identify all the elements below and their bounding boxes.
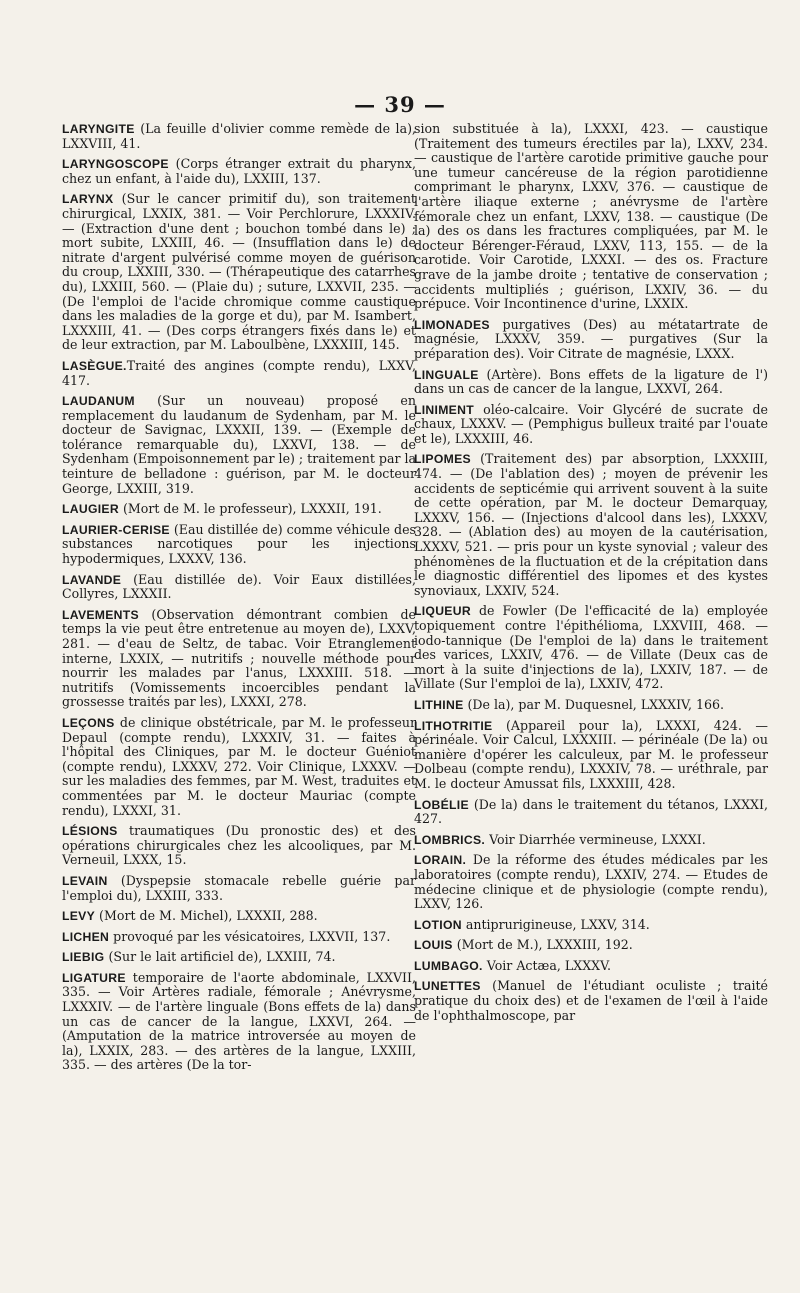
left-column (62, 122, 416, 1079)
index-entry (62, 950, 416, 965)
entry-text: De la réforme des études médicales par les laboratoires (compte rendu), LXXIV, 274. — Etudes de médecine clinique et de physiologie (compte rendu), LXXV, 126. (414, 852, 768, 912)
index-entry (414, 318, 768, 362)
entry-headword: LIEBIG (62, 950, 105, 965)
entry-headword: LIGATURE (62, 970, 126, 985)
entry-headword: LAVEMENTS (62, 607, 139, 622)
index-entry (414, 853, 768, 911)
entry-text: Voir Actæa, LXXXV. (482, 957, 612, 973)
index-entry (62, 874, 416, 903)
entry-text: (Observation démontrant combien de temps la vie peut être entretenue au moyen de), LXXV, 281. — d'eau de Seltz, de tabac. Voir Etranglement interne, LXXIX, — nutritifs ; nouvelle méthode pour nourrir les malades par l'anus, LXXXIII. 518. — nutritifs (Vomissements incoercibles pendant la grossesse traités par les), LXXXI, 278. (62, 606, 416, 710)
entry-headword: LAUGIER (62, 502, 119, 517)
entry-text: antiprurigineuse, LXXV, 314. (461, 916, 650, 932)
index-entry (62, 971, 416, 1073)
entry-headword: LEVY (62, 909, 96, 924)
entry-text: (Corps étranger extrait du pharynx, chez un enfant, à l'aide du), LXXIII, 137. (62, 156, 416, 186)
index-entry (414, 833, 768, 848)
entry-text: (De la) dans le traitement du tétanos, LXXXI, 427. (414, 796, 768, 827)
entry-headword: LICHEN (62, 929, 110, 944)
entry-text: (Mort de M. Michel), LXXXII, 288. (95, 908, 318, 924)
entry-text: (Sur un nouveau) proposé en remplacement du laudanum de Sydenham, par M. le docteur de Savignac, LXXXII, 139. — (Exemple de tolérance remarquable du), LXXVI, 138. — de Sydenham (Empoisonnement par le) ; traitement par la teinture de belladone : guérison, par M. le docteur George, LXXIII, 319. (62, 393, 417, 496)
index-entry (414, 918, 768, 933)
entry-headword: LEVAIN (62, 873, 108, 888)
index-entry (414, 959, 768, 974)
entry-text: purgatives (Des) au métatartrate de magnésie, LXXXV, 359. — purgatives (Sur la préparation des). Voir Citrate de magnésie, LXXX. (414, 316, 768, 361)
entry-text: (Eau distillée de). Voir Eaux distillées, Collyres, LXXXII. (62, 571, 416, 602)
index-entry (414, 798, 768, 827)
page-number: — 39 — (354, 92, 446, 117)
entry-text: (De la), par M. Duquesnel, LXXXIV, 166. (463, 696, 724, 712)
entry-text: de Fowler (De l'efficacité de la) employée topiquement contre l'épithélioma, LXXVIII, 468. — iodo-tannique (De l'emploi de la) dans le traitement des varices, LXXIV, 476. — de Villate (Deux cas de mort à la suite d'injections de la), LXXIV, 187. — de Villate (Sur l'emploi de la), LXXIV, 472. (414, 603, 768, 692)
index-entry (62, 716, 416, 818)
entry-text: (Appareil pour la), LXXXI, 424. — périnéale. Voir Calcul, LXXXIII. — périnéale (De la) ou manière d'opérer les calculeux, par M. le professeur Dolbeau (compte rendu), LXXXIV, 78. — uréthrale, par M. le docteur Amussat fils, LXXXIII, 428. (414, 717, 768, 791)
entry-text: (Traitement des) par absorption, LXXXIII, 474. — (De l'ablation des) ; moyen de prévenir les accidents de septicémie qui arrivent souvent à la suite de cette opération, par M. le docteur Demarquay, LXXXV, 156. — (Injections d'alcool dans les), LXXXV, 328. — (Ablation des) au moyen de la cautérisation, LXXXV, 521. — pris pour un kyste synovial ; valeur des phénomènes de la fluctuation et de la crépitation dans le diagnostic différentiel des lipomes et des kystes synoviaux, LXXIV, 524. (414, 451, 768, 598)
index-entry (414, 979, 768, 1023)
entry-headword: LAUDANUM (62, 394, 135, 409)
index-entry (62, 157, 416, 186)
entry-text: (Mort de M.), LXXXIII, 192. (452, 937, 633, 953)
entry-headword: LARYNGITE (62, 122, 135, 136)
index-entry (62, 359, 416, 388)
entry-text: (Eau distillée de) comme véhicule des substances narcotiques pour les injections hypodermiques, LXXXV, 136. (62, 521, 416, 567)
index-entry (62, 192, 416, 353)
entry-headword: LIPOMES (414, 452, 471, 467)
entry-text: (Sur le lait artificiel de), LXXIII, 74. (104, 949, 336, 965)
entry-headword: LEÇONS (62, 715, 115, 730)
entry-text: Voir Diarrhée vermineuse, LXXXI. (485, 831, 706, 847)
entry-headword: LINGUALE (414, 367, 479, 382)
entry-headword: LAVANDE (62, 572, 122, 587)
entry-text: (Manuel de l'étudiant oculiste ; traité pratique du choix des) et de l'examen de l'œil à l'aide de l'ophthalmoscope, par (414, 978, 768, 1023)
entry-headword: LITHOTRITIE (414, 718, 493, 733)
entry-headword: LORAIN. (414, 853, 467, 868)
index-entry (62, 122, 416, 151)
entry-text: (Dyspepsie stomacale rebelle guérie par l'emploi du), LXXIII, 333. (62, 872, 416, 903)
index-entry (414, 604, 768, 692)
index-entry (62, 930, 416, 945)
entry-headword: LOMBRICS. (414, 832, 486, 847)
entry-headword: LINIMENT (414, 402, 474, 417)
index-entry (62, 523, 416, 567)
entry-text: (Mort de M. le professeur), LXXXII, 191. (118, 501, 382, 517)
entry-headword: LOBÉLIE (414, 797, 469, 812)
entry-headword: LARYNGOSCOPE (62, 157, 169, 172)
entry-text: Traité des angines (compte rendu), LXXV, 417. (62, 357, 416, 388)
index-entry (414, 698, 768, 713)
index-entry (414, 719, 768, 792)
entry-text: sion substituée à la), LXXXI, 423. — caustique (Traitement des tumeurs érectiles par la), LXXV, 234. — caustique de l'artère carotide primitive gauche pour une tumeur cancéreuse de la région parotidienne comprimant le pharynx, LXXV, 376. — caustique de l'artère iliaque externe ; anévrysme de l'artère fémorale chez un enfant, LXXV, 138. — caustique (De la) des os dans les fractures compliquées, par M. le docteur Bérenger-Féraud, LXXV, 113, 155. — de la carotide. Voir Carotide, LXXXI. — des os. Fracture grave de la jambe droite ; tentative de conservation ; accidents multipliés ; guérison, LXXIV, 36. — du prépuce. Voir Incontinence d'urine, LXXIX. (414, 121, 768, 312)
entry-headword: LIQUEUR (414, 604, 471, 619)
index-entry (414, 938, 768, 953)
index-entry (414, 403, 768, 447)
entry-text: provoqué par les vésicatoires, LXXVII, 137. (109, 928, 391, 944)
entry-headword: LOUIS (414, 938, 453, 953)
entry-headword: LOTION (414, 917, 462, 932)
entry-text: de clinique obstétricale, par M. le professeur Depaul (compte rendu), LXXXIV, 31. — faites à l'hôpital des Cliniques, par M. le docteur Guéniot (compte rendu), LXXXV, 272. Voir Clinique, LXXXV. — sur les maladies des femmes, par M. West, traduites et commentées par M. le docteur Mauriac (compte rendu), LXXXI, 31. (62, 714, 416, 818)
entry-text: (Artère). Bons effets de la ligature de l') dans un cas de cancer de la langue, LXXVI, 264. (414, 366, 768, 397)
index-entry (414, 368, 768, 397)
entry-text: (La feuille d'olivier comme remède de la), LXXVIII, 41. (62, 121, 416, 151)
index-entry (62, 608, 416, 710)
entry-text: traumatiques (Du pronostic des) et des opérations chirurgicales chez les alcooliques, par M. Verneuil, LXXX, 15. (62, 823, 416, 868)
entry-text: oléo-calcaire. Voir Glycéré de sucrate de chaux, LXXXV. — (Pemphigus bulleux traité par l'ouate et le), LXXXIII, 46. (414, 401, 768, 446)
index-entry (62, 573, 416, 602)
entry-headword: LASÈGUE. (62, 358, 127, 373)
index-entry (62, 909, 416, 924)
entry-headword: LUMBAGO. (414, 958, 483, 973)
entry-text: temporaire de l'aorte abdominale, LXXVII, 335. — Voir Artères radiale, fémorale ; Anévrysme, LXXXIV. — de l'artère linguale (Bons effets de la) dans un cas de cancer de la langue, LXXVI, 264. — (Amputation de la matrice introversée au moyen de la), LXXIX, 283. — des artères de la langue, LXXIII, 335. — des artères (De la tor- (62, 969, 416, 1073)
entry-headword: LUNETTES (414, 979, 481, 994)
right-column (414, 122, 768, 1029)
entry-headword: LITHINE (414, 697, 464, 712)
entry-headword: LAURIER-CERISE (62, 522, 170, 537)
index-entry (414, 452, 768, 598)
entry-headword: LÉSIONS (62, 824, 118, 839)
index-entry (62, 502, 416, 517)
entry-headword: LARYNX (62, 192, 114, 207)
entry-headword: LIMONADES (414, 317, 490, 332)
index-entry (62, 824, 416, 868)
index-entry (62, 394, 416, 496)
entry-text: (Sur le cancer primitif du), son traitement chirurgical, LXXIX, 381. — Voir Perchlorure, LXXXIV. — (Extraction d'une dent ; bouchon tombé dans le) ; mort subite, LXXIII, 46. — (Insufflation dans le) de nitrate d'argent pulvérisé comme moyen de guérison du croup, LXXIII, 330. — (Thérapeutique des catarrhes du), LXXIII, 560. — (Plaie du) ; suture, LXXVII, 235. — (De l'emploi de l'acide chromique comme caustique dans les maladies de la gorge et du), par M. Isambert, LXXXIII, 41. — (Des corps étrangers fixés dans le) et de leur extraction, par M. Laboulbène, LXXXIII, 145. (62, 191, 416, 353)
index-entry (414, 122, 768, 312)
